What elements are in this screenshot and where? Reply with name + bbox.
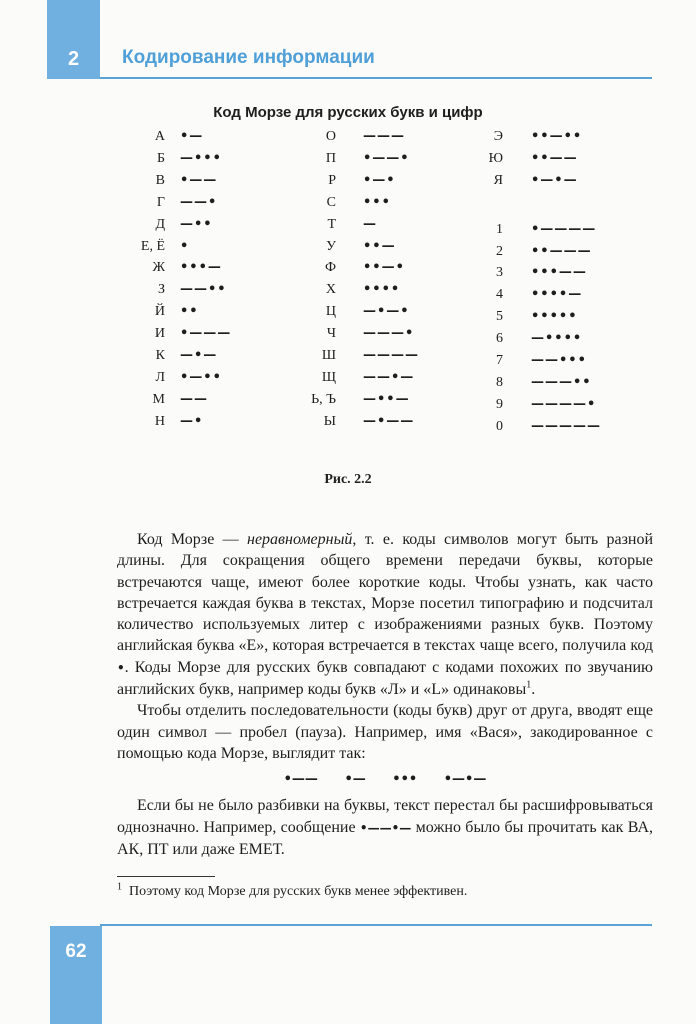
text: . [531,681,536,699]
morse-code: —•— [180,348,218,363]
morse-code: ••••— [531,287,583,303]
paragraph [117,529,653,700]
morse-letter: Ш [321,348,336,363]
morse-letter: Б [156,150,165,166]
morse-letter: 2 [496,243,503,259]
morse-code: ——•• [180,282,227,298]
footnote-text: Поэтому код Морзе для русских букв менее эффективен. [129,884,468,900]
morse-letter: Н [154,413,165,429]
morse-letter: Э [493,129,503,144]
morse-code: • [180,238,190,254]
morse-letter: Ь, Ъ [311,391,336,407]
body-text [117,529,653,901]
morse-letter: Ы [323,413,336,429]
morse-code: •••• [363,282,401,298]
morse-code: — [363,216,377,232]
morse-code: ••••• [531,309,578,325]
morse-code: ———— [363,348,419,363]
morse-letter: 9 [496,396,503,412]
morse-letter: 0 [496,418,503,434]
morse-code: —• [180,413,204,429]
text: Если бы не было разбивки на буквы, текст перестал бы расшифровываться однозначно. Например, сообщение [117,797,653,836]
morse-letter: А [154,129,165,144]
morse-code: ••——— [531,243,592,259]
morse-letter: К [155,348,165,363]
morse-letter: У [326,238,336,254]
morse-letter: П [325,150,336,166]
footnote-ref: 1 [526,679,532,691]
morse-code: ————• [531,396,597,412]
morse-letter: В [155,172,165,188]
figure-title: Код Морзе для русских букв и цифр [213,104,483,121]
morse-code: •—• [363,172,396,188]
morse-letter: Т [327,216,336,232]
morse-letter: Л [155,369,165,385]
morse-code: •—•— [531,172,578,188]
morse-letter: 4 [496,287,503,303]
morse-code: —•—— [363,413,415,429]
morse-code: ——••• [531,353,587,368]
morse-letter: 7 [496,353,503,368]
morse-letter: 8 [496,374,503,390]
morse-letter: Я [493,172,503,188]
morse-letter: З [157,282,165,298]
paragraph: Чтобы отделить последовательности (коды букв) друг от друга, вводят еще один символ — пробел (пауза). Например, имя «Вася», закодированное с помощью кода Морзе, выглядит так: [117,702,653,762]
text: . Коды Морзе для русских букв совпадают с кодами похожих по звучанию английских букв, например коды букв «Л» и «L» одинаковы [117,658,653,699]
morse-code: •———— [531,221,597,237]
morse-letter: Ю [488,150,503,166]
footnote-marker: 1 [117,881,122,893]
morse-letter: М [152,391,165,407]
morse-letter: Щ [321,369,336,385]
morse-letter: Р [328,172,336,188]
chapter-title: Кодирование информации [122,47,375,68]
morse-letter: Ф [324,260,336,276]
morse-code: •••—— [531,265,587,281]
morse-code: ———•• [531,374,592,390]
morse-code: ——• [180,194,218,210]
morse-letter: С [326,194,336,210]
paragraph [117,795,653,860]
morse-letter: И [154,326,165,342]
morse-code: ••—• [363,260,405,276]
morse-letter: О [325,129,336,144]
term-italic: неравномерный [247,531,353,548]
text: можно было бы прочитать как ВА, АК, ПТ или даже ЕМЕТ. [117,818,653,858]
morse-letter: Й [154,304,165,320]
footnote-rule [117,876,215,877]
morse-code: •—•• [180,369,222,385]
header-rule [100,77,652,79]
morse-letter: 5 [496,309,503,325]
text: , т. е. коды символов могут быть разной длины. Для сокращения общего времени передачи буквы, которые встречаются чаще, имеют более короткие коды. Чтобы узнать, как часто встречается каждая буква в текстах, Морзе посетил типографию и подсчитал количество используемых литер с изображениями разных букв. Поэтому английская буква «Е», которая встречается в текстах чаще всего, получила код [117,531,654,655]
morse-code: •—— [180,172,218,188]
morse-code: ——•— [363,369,415,385]
morse-example: •—— •— ••• •—•— [283,772,487,788]
morse-letter: Г [156,194,165,210]
chapter-number: 2 [67,48,80,70]
morse-code: —•••• [531,331,583,347]
morse-code: —••— [363,391,410,407]
morse-letter: Д [155,216,165,232]
morse-code: ———• [363,326,415,342]
morse-code: •——— [180,326,232,342]
morse-code-inline: • [117,660,125,675]
morse-code-inline: •——•— [359,820,412,835]
footer-rule [100,924,652,926]
morse-code: —— [180,391,208,407]
morse-letter: Ц [325,304,336,320]
morse-code: —•• [180,216,213,232]
morse-letter: Ч [326,326,336,342]
footnote [117,883,653,901]
page-number: 62 [65,941,87,962]
morse-code: ••• [363,194,391,210]
text: Код Морзе — [137,531,248,548]
morse-code: ————— [531,418,601,434]
morse-code: —••• [180,150,222,166]
morse-code: •——• [363,150,410,166]
morse-code: •— [180,129,204,144]
morse-letter: Х [325,282,336,298]
morse-code: ••—— [531,150,578,166]
morse-code: •••— [180,260,222,276]
morse-code: •• [180,304,199,320]
morse-code: —•—• [363,304,410,320]
morse-letter: 1 [496,221,503,237]
figure-caption: Рис. 2.2 [324,472,372,487]
morse-code: ——— [363,129,405,144]
morse-letter: Е, Ё [140,238,165,254]
morse-letter: 3 [496,265,503,281]
morse-letter: 6 [496,331,503,347]
morse-code: ••—•• [531,129,583,144]
morse-letter: Ж [152,260,165,276]
morse-code: ••— [363,238,396,254]
